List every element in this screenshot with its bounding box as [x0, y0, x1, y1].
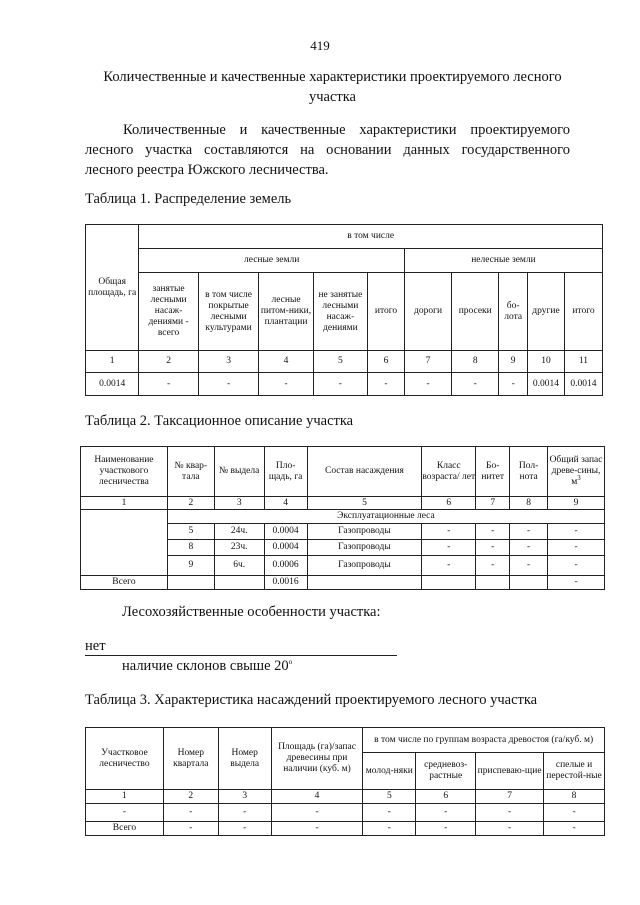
t2-cell: -: [510, 556, 548, 576]
t1-header-forest: лесные земли: [139, 249, 405, 273]
t2-header: Пол-нота: [510, 447, 548, 497]
t1-cell: -: [259, 373, 313, 396]
intro-paragraph: Количественные и качественные характеристики проектируемого лесного участка составляются на основании данных государственного лесного реестра Южского лесничества.: [85, 122, 570, 178]
t2-total-empty: [214, 576, 264, 590]
t2-cell: -: [510, 540, 548, 556]
t3-group-header: в том числе по группам возраста древостоя (га/куб. м): [363, 728, 605, 753]
t3-total-cell: -: [271, 822, 363, 836]
t2-cell: 9: [167, 556, 214, 576]
t3-num: 8: [544, 790, 605, 804]
t2-num: 4: [264, 497, 307, 510]
t2-cell: -: [476, 540, 510, 556]
t2-num: 7: [476, 497, 510, 510]
document-title: Количественные и качественные характеристики проектируемого лесного участка: [103, 69, 562, 105]
t1-header-including: в том числе: [139, 225, 603, 249]
t2-cell: Газопроводы: [307, 540, 422, 556]
t2-cell: 5: [167, 524, 214, 540]
t3-num: 2: [163, 790, 218, 804]
t2-num: 9: [548, 497, 605, 510]
table1-caption: Таблица 1. Распределение земель: [85, 191, 292, 207]
t2-num: 1: [81, 497, 168, 510]
t2-cell: 0.0006: [264, 556, 307, 576]
t3-cell: -: [363, 804, 416, 822]
t2-header: Состав насаждения: [307, 447, 422, 497]
t3-num: 7: [476, 790, 544, 804]
t2-group-label: Эксплуатационные леса: [167, 510, 604, 524]
t2-header: № выдела: [214, 447, 264, 497]
t1-num: 2: [139, 351, 198, 373]
t3-num: 1: [86, 790, 164, 804]
t2-cell: -: [422, 556, 476, 576]
t2-cell: 23ч.: [214, 540, 264, 556]
t1-cell: -: [313, 373, 367, 396]
t2-header: Наименование участкового лесничества: [81, 447, 168, 497]
t1-num: 5: [313, 351, 367, 373]
t1-col-header: бо-лота: [499, 273, 528, 351]
t1-col-header: просеки: [452, 273, 499, 351]
features-slope-text: наличие склонов свыше 20: [122, 658, 289, 674]
t2-cell: -: [422, 524, 476, 540]
t2-num: 5: [307, 497, 422, 510]
t2-cell: -: [548, 524, 605, 540]
t3-num: 6: [416, 790, 476, 804]
t2-total-empty: [510, 576, 548, 590]
t3-cell: -: [476, 804, 544, 822]
t3-age-group: молод-няки: [363, 753, 416, 790]
t2-cell: 0.0004: [264, 540, 307, 556]
t3-age-group: спелые и перестой-ные: [544, 753, 605, 790]
t2-header: Класс возраста/ лет: [422, 447, 476, 497]
t1-cell: 0.0014: [86, 373, 139, 396]
t3-header: Номер квартала: [163, 728, 218, 790]
t1-num: 10: [528, 351, 565, 373]
t2-header-stock-sup: 3: [577, 473, 581, 482]
t2-total-empty: [307, 576, 422, 590]
t2-cell: 6ч.: [214, 556, 264, 576]
features-value: нет: [85, 638, 106, 654]
t1-num: 9: [499, 351, 528, 373]
t3-cell: -: [86, 804, 164, 822]
t3-total-cell: -: [163, 822, 218, 836]
t3-num: 3: [218, 790, 271, 804]
t2-header-stock: [548, 447, 605, 497]
t1-col-header: итого: [368, 273, 405, 351]
t1-col-header: занятые лесными насаж-дениями - всего: [139, 273, 198, 351]
t2-forestry-empty: [81, 510, 168, 576]
t3-cell: -: [271, 804, 363, 822]
t3-total-label: Всего: [86, 822, 164, 836]
t1-cell: -: [499, 373, 528, 396]
t3-num: 5: [363, 790, 416, 804]
table3-caption: Таблица 3. Характеристика насаждений проектируемого лесного участка: [85, 692, 538, 708]
t3-header: Номер выдела: [218, 728, 271, 790]
t3-cell: -: [544, 804, 605, 822]
land-distribution-table: [85, 224, 603, 396]
features-underline: [85, 655, 397, 656]
t3-num: 4: [271, 790, 363, 804]
t1-cell: -: [368, 373, 405, 396]
t1-num: 8: [452, 351, 499, 373]
t1-cell: -: [452, 373, 499, 396]
t1-cell: -: [139, 373, 198, 396]
t2-cell: -: [548, 556, 605, 576]
taxation-table: [80, 446, 605, 590]
t2-cell: Газопроводы: [307, 524, 422, 540]
table2-caption: Таблица 2. Таксационное описание участка: [85, 413, 354, 429]
t2-cell: -: [548, 540, 605, 556]
t1-num: 4: [259, 351, 313, 373]
t3-total-cell: -: [363, 822, 416, 836]
t1-col-header: лесные питом-ники, плантации: [259, 273, 313, 351]
t2-total-label: Всего: [81, 576, 168, 590]
t3-header: Участковое лесничество: [86, 728, 164, 790]
t2-cell: 0.0004: [264, 524, 307, 540]
t3-age-group: приспеваю-щие: [476, 753, 544, 790]
t1-col-header: дороги: [404, 273, 451, 351]
t2-num: 2: [167, 497, 214, 510]
t3-total-cell: -: [218, 822, 271, 836]
t2-total-empty: [476, 576, 510, 590]
features-slope: [122, 658, 292, 675]
t2-cell: -: [476, 556, 510, 576]
t3-cell: -: [218, 804, 271, 822]
t2-cell: Газопроводы: [307, 556, 422, 576]
t2-cell: -: [476, 524, 510, 540]
t2-header: Пло-щадь, га: [264, 447, 307, 497]
features-label: Лесохозяйственные особенности участка:: [122, 604, 381, 620]
t3-header: Площадь (га)/запас древесины при наличии (куб. м): [271, 728, 363, 790]
t2-num: 6: [422, 497, 476, 510]
t1-num: 11: [564, 351, 602, 373]
t1-cell: 0.0014: [564, 373, 602, 396]
t3-total-cell: -: [544, 822, 605, 836]
features-slope-degree: о: [288, 658, 293, 667]
t3-age-group: средневоз-растные: [416, 753, 476, 790]
t2-num: 3: [214, 497, 264, 510]
t1-col-header: в том числе покрытые лесными культурами: [198, 273, 259, 351]
t2-cell: -: [510, 524, 548, 540]
t2-cell: 24ч.: [214, 524, 264, 540]
t2-total-empty: [167, 576, 214, 590]
t3-total-cell: -: [476, 822, 544, 836]
t3-cell: -: [163, 804, 218, 822]
stands-table: [85, 727, 605, 836]
t1-num: 7: [404, 351, 451, 373]
t1-col-header: не занятые лесными насаж-дениями: [313, 273, 367, 351]
t2-total-area: 0.0016: [264, 576, 307, 590]
t2-num: 8: [510, 497, 548, 510]
t3-total-cell: -: [416, 822, 476, 836]
t1-num: 3: [198, 351, 259, 373]
t1-col-header: другие: [528, 273, 565, 351]
t1-num: 6: [368, 351, 405, 373]
t1-num: 1: [86, 351, 139, 373]
t2-total-stock: -: [548, 576, 605, 590]
t1-cell: 0.0014: [528, 373, 565, 396]
t2-cell: -: [422, 540, 476, 556]
t1-cell: -: [404, 373, 451, 396]
t2-total-empty: [422, 576, 476, 590]
t1-cell: -: [198, 373, 259, 396]
page-number: 419: [310, 38, 330, 53]
t2-header: Бо-нитет: [476, 447, 510, 497]
t1-header-nonforest: нелесные земли: [404, 249, 602, 273]
t2-cell: 8: [167, 540, 214, 556]
t2-header: № квар-тала: [167, 447, 214, 497]
t1-col-header: итого: [564, 273, 602, 351]
t1-header-area: Общая площадь, га: [86, 225, 139, 351]
t3-cell: -: [416, 804, 476, 822]
t2-header-stock-text: Общий запас древе-сины, м: [549, 455, 603, 487]
